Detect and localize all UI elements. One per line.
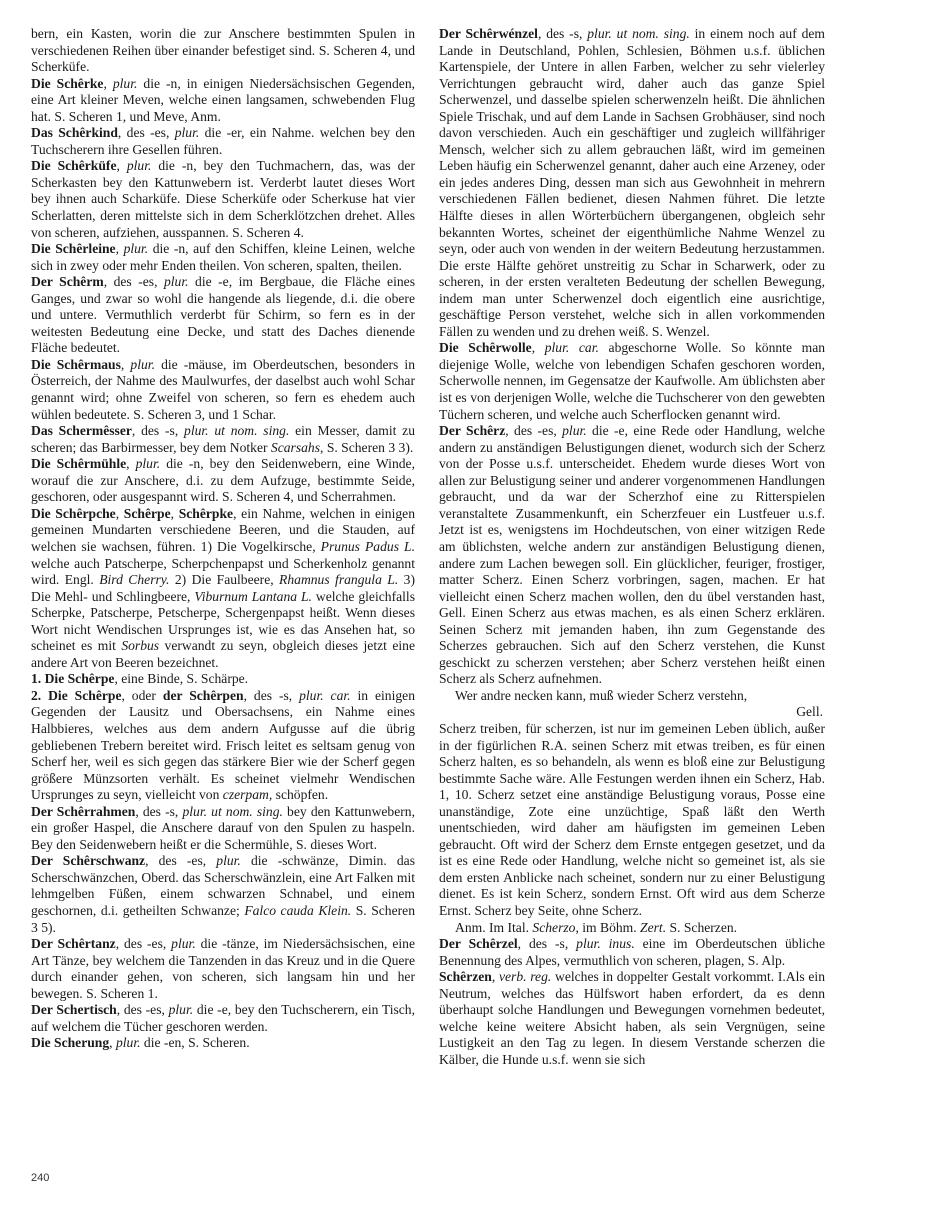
entry-text: , des -es,	[116, 1002, 169, 1018]
headword: Der Schêrz	[439, 423, 506, 439]
entry-text: bern, ein Kasten, worin die zur Anschere bestimmten Spulen in verschiedenen Reihen über einander befestiget sind. S. Scheren 4, und Scherküfe.	[31, 26, 415, 75]
italic-term: plur. inus.	[576, 936, 635, 952]
entry-text: verwandt zu seyn, obgleich dieses jetzt eine andere Art von Beeren bezeichnet.	[31, 638, 415, 670]
entry-text: , des -s,	[517, 936, 577, 952]
entry-text: eine im Oberdeutschen übliche Benennung des Alpes, vermuthlich von scheren, plagen, S. Alp.	[439, 936, 825, 968]
entry-text: die -n, bey den Tuchmachern, das, was der Scherkasten bey den Kattunwebern ist. Verderbt lautet dieses Wort bey ihnen auch Scharküfe. Diese Scherküfe oder Scherkuse hat vier Scherlatten, deren mittelste sich in dem Scherklötzchen drehet. Alles von scheren, aufziehen, ausspannen. S. Scheren 4.	[31, 158, 415, 240]
dictionary-entry	[31, 274, 415, 357]
italic-term: plur.	[126, 158, 152, 174]
entry-text: , des -es,	[103, 274, 164, 290]
entry-text: welche gleichfalls Scherpke, Patscherpe, Petscherpe, Schergenpapst heißt. Wenn dieses Wort nicht Wendischen Ursprunges ist, wie es das Ansehen hat, so scheinet es mit	[31, 588, 415, 654]
dictionary-entry	[31, 125, 415, 158]
entry-text: die -e, bey den Tuchscherern, ein Tisch, auf welchem die Tücher geschoren werden.	[31, 1002, 415, 1034]
italic-term: plur. car.	[299, 687, 351, 703]
left-column	[31, 26, 415, 1052]
headword: Die Schêrwolle	[439, 340, 532, 356]
entry-text: schöpfen.	[272, 787, 329, 803]
headword: Das Schermêsser	[31, 423, 132, 439]
italic-term: plur. ut nom. sing.	[182, 803, 283, 819]
italic-term: verb. reg.	[498, 969, 552, 985]
headword: Der Schêrtanz	[31, 936, 116, 952]
entry-text: ,	[116, 158, 127, 174]
right-column	[439, 26, 825, 1068]
entry-text: , des -s,	[135, 803, 183, 819]
headword: Die Schêrküfe	[31, 158, 117, 174]
italic-term: plur.	[130, 356, 155, 372]
dictionary-entry	[31, 423, 415, 456]
entry-text: ,	[126, 456, 136, 472]
italic-term: plur.	[562, 423, 587, 439]
italic-term: plur.	[171, 936, 196, 952]
headword: Der Schêrzel	[439, 936, 518, 952]
dictionary-entry	[31, 1002, 415, 1035]
headword: Die Schêrleine	[31, 241, 116, 257]
italic-term: Falco cauda Klein.	[244, 902, 352, 918]
dictionary-entry	[31, 506, 415, 671]
entry-text: ,	[531, 340, 545, 356]
entry-text: die -tänze, im Niedersächsischen, eine Art Tänze, bey welchem die Tanzenden in das Kreuz und in die Quere durch einander gehen, von scheren, sich langsam hin und her bewegen. S. Scheren 1.	[31, 936, 415, 1001]
italic-term: Scherzo	[532, 919, 576, 935]
entry-text: welches in doppelter Gestalt vorkommt. I.Als ein Neutrum, welches das Hülfswort haben erfordert, da es denn überhaupt solche Handlungen und Bewegungen vornehmen bedeutet, welche keine weitere Absicht haben, als sein Vergnügen, seine Lustigkeit an den Tag zu legen. In diesem Verstande scherzen die Kälber, die Hunde u.s.f. wenn sie sich	[439, 969, 826, 1067]
italic-term: Scarsahs	[270, 439, 321, 455]
italic-term: Prunus Padus L.	[320, 538, 415, 554]
entry-text: , ein Nahme, welchen in einigen gemeinen Mundarten verschiedene Beeren, und die Stauden, auf welchen sie wachsen, führen. 1) Die Vogelkirsche,	[31, 505, 415, 554]
entry-text: , des -es,	[115, 936, 172, 952]
entry-text: die -schwänze, Dimin. das Scherschwänzchen, Oberd. das Scherschwänzlein, eine Art Falken mit lehmgelben Füßen, einem schwarzen Schnabel, und einem geschornen, d.i. getheilten Schwanze;	[31, 853, 415, 918]
headword: Die Schêrke	[31, 75, 104, 91]
headword: Schêrpke	[178, 505, 234, 521]
entry-text: welche auch Patscherpe, Scherpchenpapst und Scherkenholz genannt wird. Engl.	[31, 555, 415, 588]
entry-text: ,	[170, 505, 179, 521]
entry-text: , des -s,	[243, 687, 300, 703]
entry-text: , eine Binde, S. Schärpe.	[114, 671, 249, 687]
entry-text: ,	[103, 75, 113, 91]
italic-term: plur.	[112, 75, 138, 91]
italic-term: plur.	[174, 125, 200, 141]
entry-text: die -e, eine Rede oder Handlung, welche andern zu anständigen Belustigungen dienet, wodurch sich der Scherz von der Posse u.s.f. unterscheidet. Ehedem wurde dieses Wort von allen zur Belustigung seiner und anderer vorgenommenen Handlungen gebraucht, und da war der Scherzhof eine zu Ritterspielen veranstaltete Zusammenkunft, ein Scherzfeuer ein Lustfeuer u.s.f. Jetzt ist es, wenigstens im Hochdeutschen, von einer witzigen Rede am üblichsten, welche andern zur anständigen Belustigung dienen, andere zum Lachen bewegen soll. Ein glücklicher, feuriger, frostiger, matter Scherz. Einen Scherz vorbringen, sagen, machen. Er hat vielleicht einen Scherz machen wollen, den du übel verstanden hast, Gell. Einen Scherz aus etwas machen, es als einen Scherz erklären. Seinen Scherz mit jemanden haben, ihn zum Gegenstande des Scherzes gebrauchen. Sich auf den Scherz verstehen, die Kunst geschickt zu scherzen verstehen; aber Scherz verstehen heißt einen Scherz als Scherz aufnehmen.	[439, 423, 826, 687]
headword: Schêrpe	[123, 505, 171, 521]
headword: Der Schêrwénzel	[439, 26, 538, 41]
headword: der Schêrpen	[162, 687, 244, 703]
dictionary-entry	[31, 671, 415, 688]
headword: Die Schêrpche	[31, 505, 116, 521]
dictionary-entry	[439, 969, 825, 1068]
entry-text: bey den Kattunwebern, ein großer Haspel, die Anschere darauf von den Spulen zu haspeln. Bey den Seidenwebern heißt er die Schermühle, S. dieses Wort.	[31, 803, 415, 852]
entry-text: die -mäuse, im Oberdeutschen, besonders in Österreich, der Nahme des Maulwurfes, der daselbst auch wohl Schar genannt wird; ohne Zweifel von scheren, so fern es ehedem auch wühlen bedeutete. S. Scheren 3, und 1 Schar.	[31, 356, 416, 422]
dictionary-entry	[31, 853, 415, 936]
italic-term: Rhamnus frangula L.	[279, 572, 399, 588]
entry-text: Scherz treiben, für scherzen, ist nur im gemeinen Leben üblich, außer in der figürlichen R.A. seinen Scherz mit etwas treiben, es für einen Scherz halten, es so behandeln, als wenn es bloß eine zur Belustigung bestimmte Sache wäre. Alle Festungen werden ihnen ein Scherz, Hab. 1, 10. Scherz setzet eine anständige Belustigung voraus, Posse eine unanständige, Zote eine unzüchtige, Spaß läßt den Werth unentschieden, wird daher am häufigsten im gemeinen Leben gebraucht. Oft wird der Scherz dem Ernste entgegen gesetzet, und da ist es eine Rede oder Handlung, welche nicht so gemeinet ist, als sie dem ersten Anblicke nach scheinet, sondern nur zu einer Belustigung dienet. Es ist kein Scherz, sondern Ernst. Oft wird aus dem Scherze Ernst. Scherz bey Seite, ohne Scherz.	[439, 720, 825, 918]
italic-term: plur. car.	[544, 340, 599, 356]
entry-text: die -en, S. Scheren.	[140, 1035, 250, 1051]
italic-term: Bird Cherry.	[99, 572, 170, 588]
dictionary-entry	[31, 357, 415, 423]
entry-text: die -n, bey den Seidenwebern, eine Winde, worauf die zur Anschere, d.i. zu dem Aufzuge, bestimmte Seide, geschoren, oder ausgespannt wird. S. Scheren 4, und Scherrahmen.	[31, 456, 415, 505]
headword: Der Schêrm	[31, 274, 104, 290]
entry-text: ,	[491, 969, 499, 985]
entry-text: , S. Scheren 3 3).	[320, 439, 414, 455]
italic-term: Viburnum Lantana L.	[194, 588, 312, 604]
verse-attribution: Gell.	[796, 704, 823, 720]
headword: Die Scherung	[31, 1035, 110, 1051]
dictionary-entry	[439, 26, 825, 340]
entry-text: S. Scherzen.	[666, 919, 738, 935]
italic-term: czerpam,	[222, 787, 273, 803]
entry-text: 2) Die Faulbeere,	[169, 572, 280, 588]
entry-text: die -er, ein Nahme. welchen bey den Tuchscherern ihre Gesellen führen.	[31, 125, 416, 157]
headword: 2. Die Schêrpe	[31, 687, 122, 703]
entry-text: , des -es,	[145, 853, 217, 869]
italic-term: plur.	[168, 1002, 194, 1018]
dictionary-entry	[31, 804, 415, 854]
dictionary-entry	[31, 76, 415, 126]
entry-text: ,	[109, 1035, 116, 1051]
entry-text: ein Messer, damit zu scheren; das Barbirmesser, bey dem Notker	[31, 423, 415, 455]
dictionary-entry	[31, 241, 415, 274]
entry-text: in einem noch auf dem Lande in Deutschland, Pohlen, Schlesien, Böhmen u.s.f. üblichen Kartenspiele, der Untere in allen Farben, welcher zu sehr vielerley Verrichtungen gebraucht wird, daher auch das ganze Spiel Scherwenzel, und dasselbe spielen scherwenzeln heißt. Die ähnlichen Spiele Trischak, und auf dem Lande in Sachsen Grobhäuser, sind noch davon verschieden. Auch ein geschäftiger und zugleich willfähriger Mensch, welcher sich zu allem gebrauchen läßt, wird im gemeinen Leben häufig ein Scherwenzel genannt, daher auch eine Arzeney, oder ein jedes anderes Ding, dessen man sich aus Gewohnheit in mehrern verschiedenen Fällen bedienet, diesen Nahmen führet. Die letzte Hälfte dieses in allen Wörterbüchern übergangenen, obgleich sehr bekannten Wortes, scheinet der eigenthümliche Nahme Wenzel zu seyn, oder auch von wenden in der weitern Bedeutung herzustammen. Die erste Hälfte gehöret unstreitig zu Schar in Scharwerk, oder zu scheren, in der ersten veralteten Bedeutung der schellen Bewegung, indem man unter Scherwenzel doch eigentlich eine ausrichtige, geschäftige Person verstehet, welche sich in allen vorkommenden Fällen zu wenden und zu drehen weiß. S. Wenzel.	[439, 26, 826, 339]
entry-text: die -n, auf den Schiffen, kleine Leinen, welche sich in zwey oder mehr Enden theilen. Von scheren, spalten, theilen.	[31, 241, 415, 273]
headword: Der Schertisch	[31, 1002, 117, 1018]
dictionary-entry	[439, 340, 825, 423]
etymology-note	[439, 920, 825, 937]
dictionary-entry	[439, 423, 825, 688]
italic-term: plur.	[135, 456, 161, 472]
entry-text: ,	[115, 241, 124, 257]
headword: Das Schêrkind	[31, 125, 118, 141]
verse-quote: Wer andre necken kann, muß wieder Scherz verstehn,	[455, 687, 748, 703]
italic-term: plur.	[216, 853, 241, 869]
dictionary-entry	[31, 936, 415, 1002]
italic-term: Zert.	[640, 919, 667, 935]
italic-term: plur. ut nom. sing.	[184, 423, 290, 439]
dictionary-entry	[31, 456, 415, 506]
dictionary-entry	[31, 1035, 415, 1052]
entry-text: , des -s,	[537, 26, 588, 41]
entry-text: Anm. Im Ital.	[455, 919, 533, 935]
headword: Die Schêrmühle	[31, 456, 127, 472]
italic-term: plur.	[115, 1035, 141, 1051]
headword: 1. Die Schêrpe	[31, 671, 115, 687]
headword: Schêrzen	[439, 969, 492, 985]
entry-text: , des -es,	[505, 423, 563, 439]
entry-text: ,	[120, 356, 131, 372]
headword: Die Schêrmaus	[31, 356, 121, 372]
entry-text: 3) Die Mehl- und Schlingbeere,	[31, 572, 415, 604]
italic-term: plur.	[163, 274, 189, 290]
entry-text: , im Böhm.	[575, 919, 641, 935]
dictionary-entry	[439, 936, 825, 969]
entry-text: die -e, im Bergbaue, die Fläche eines Ganges, und zwar so wohl die hangende als liegende, d.i. die obere und untere. Vermuthlich verderbt für Schirm, so fern es in der weitesten Bedeutung eine Decke, und statt des Daches dienende Fläche bedeutet.	[31, 274, 415, 356]
entry-text: abgeschorne Wolle. So könnte man diejenige Wolle, welche von lebendigen Schafen geschoren worden, Scherwolle nennen, im Gegensatze der Kaufwolle. Am üblichsten aber ist es von derjenigen Wolle, welche die Tuchscherer von den gewebten Tüchern scheren, und welche auch Scherflocken genannt wird.	[439, 340, 826, 422]
italic-term: plur.	[123, 241, 149, 257]
dictionary-entry	[31, 158, 415, 241]
entry-text: , oder	[121, 687, 163, 703]
entry-text: die -n, in einigen Niedersächsischen Gegenden, eine Art kleiner Meven, welche einen langsamen, schwebenden Flug hat. S. Scheren 1, und Meve, Anm.	[31, 75, 416, 124]
headword: Der Schêrrahmen	[31, 803, 136, 819]
headword: Der Schêrschwanz	[31, 853, 146, 869]
entry-text: , des -s,	[131, 423, 185, 439]
page-number: 240	[31, 1172, 50, 1184]
dictionary-entry	[31, 26, 415, 76]
entry-text: ,	[115, 505, 124, 521]
italic-term: plur. ut nom. sing.	[587, 26, 690, 41]
italic-term: Sorbus	[121, 638, 160, 654]
entry-text: S. Scheren 3 5).	[31, 902, 415, 935]
dictionary-entry	[439, 721, 825, 920]
entry-text: in einigen Gegenden der Lausitz und Obersachsens, ein Nahme eines Halbbieres, welches aus dem andern Aufgusse auf die übrig gebliebenen Trebern bereitet wird. Frisch leitet es seltsam genug von Scherf her, weil es sich gegen das stärkere Bier wie der Scherf gegen größere Münzsorten verhält. Es scheinet vielmehr Wendischen Ursprunges zu seyn, vielleicht von	[31, 687, 416, 803]
entry-text: , des -es,	[117, 125, 175, 141]
dictionary-entry	[31, 688, 415, 804]
